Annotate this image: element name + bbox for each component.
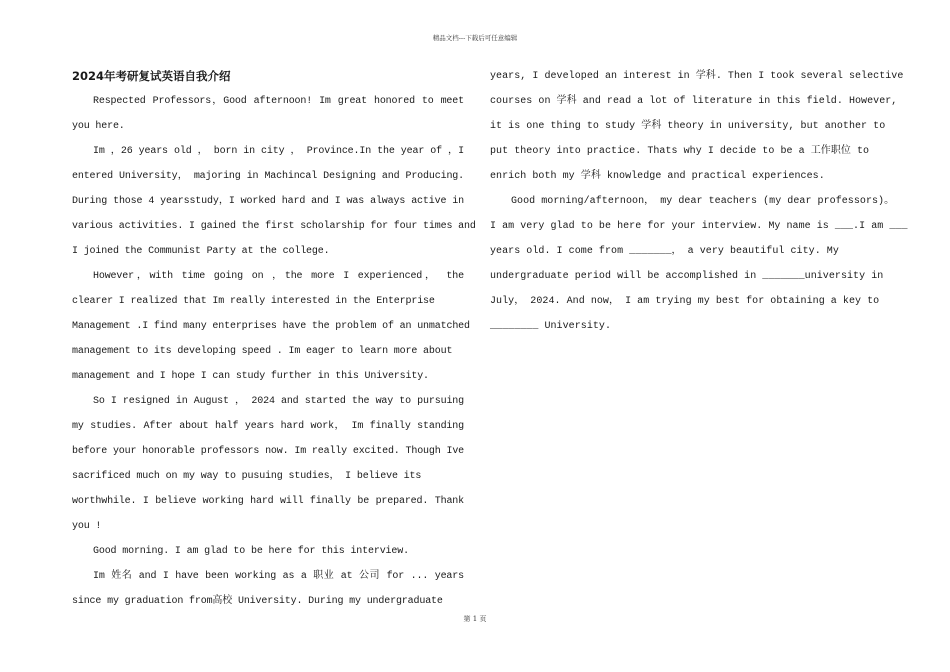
text-line: Management .I find many enterprises have the problem of an unmatched — [72, 321, 470, 332]
text-line: Good morning. I am glad to be here for this interview. — [93, 546, 409, 557]
left-column — [72, 64, 476, 614]
text-line: management and I hope I can study further in this University. — [72, 371, 429, 382]
text-line: sacrificed much on my way to pusuing studies， I believe its — [72, 471, 422, 482]
text-line: Im 姓名 and I have been working as a 职业 at 公司 for ... years — [93, 571, 464, 582]
text-line: clearer I realized that Im really interested in the Enterprise — [72, 296, 435, 307]
text-line: you here. — [72, 121, 125, 132]
text-line: Good morning/afternoon， my dear teachers (my dear professors)。 — [511, 196, 895, 207]
text-line: ________ University. — [490, 321, 612, 332]
text-line: During those 4 yearsstudy，I worked hard and I was always active in — [72, 196, 464, 207]
text-line: I am very glad to be here for your interview. My name is ___.I am ___ — [490, 221, 908, 232]
text-line: I joined the Communist Party at the college. — [72, 246, 330, 257]
text-line: July， 2024. And now， I am trying my best for obtaining a key to — [490, 296, 880, 307]
text-line: put theory into practice. Thats why I decide to be a 工作职位 to — [490, 146, 870, 157]
text-line: various activities. I gained the first scholarship for four times and — [72, 221, 476, 232]
document-title: 2024年考研复试英语自我介绍 — [72, 69, 231, 83]
text-line: So I resigned in August ， 2024 and started the way to pursuing — [93, 396, 464, 407]
text-line: years, I developed an interest in 学科. Then I took several selective — [490, 71, 904, 82]
text-line: enrich both my 学科 knowledge and practical experiences. — [490, 171, 825, 182]
right-column — [490, 64, 908, 339]
text-line: my studies. After about half years hard work， Im finally standing — [72, 421, 464, 432]
text-line: Im ，26 years old ， born in city ， Province.In the year of ，I — [93, 146, 464, 157]
text-line: you ! — [72, 521, 102, 532]
text-line: entered University， majoring in Machincal Designing and Producing. — [72, 171, 464, 182]
text-line: undergraduate period will be accomplished in _______university in — [490, 271, 884, 282]
page-number: 第 1 页 — [463, 615, 487, 623]
text-line: since my graduation from高校 University. During my undergraduate — [72, 596, 443, 607]
text-line: However，with time going on ，the more I experienced， the — [93, 271, 464, 282]
text-line: it is one thing to study 学科 theory in university, but another to — [490, 121, 886, 132]
text-line: courses on 学科 and read a lot of literature in this field. However, — [490, 96, 898, 107]
text-line: worthwhile. I believe working hard will finally be prepared. Thank — [72, 496, 464, 507]
text-line: Respected Professors，Good afternoon! Im great honored to meet — [93, 96, 464, 107]
text-line: years old. I come from _______， a very beautiful city. My — [490, 246, 839, 257]
text-line: management to its developing speed . Im eager to learn more about — [72, 346, 453, 357]
text-line: before your honorable professors now. Im really excited. Though Ive — [72, 446, 465, 457]
page-header: 精品文档---下载后可任意编辑 — [432, 34, 518, 42]
